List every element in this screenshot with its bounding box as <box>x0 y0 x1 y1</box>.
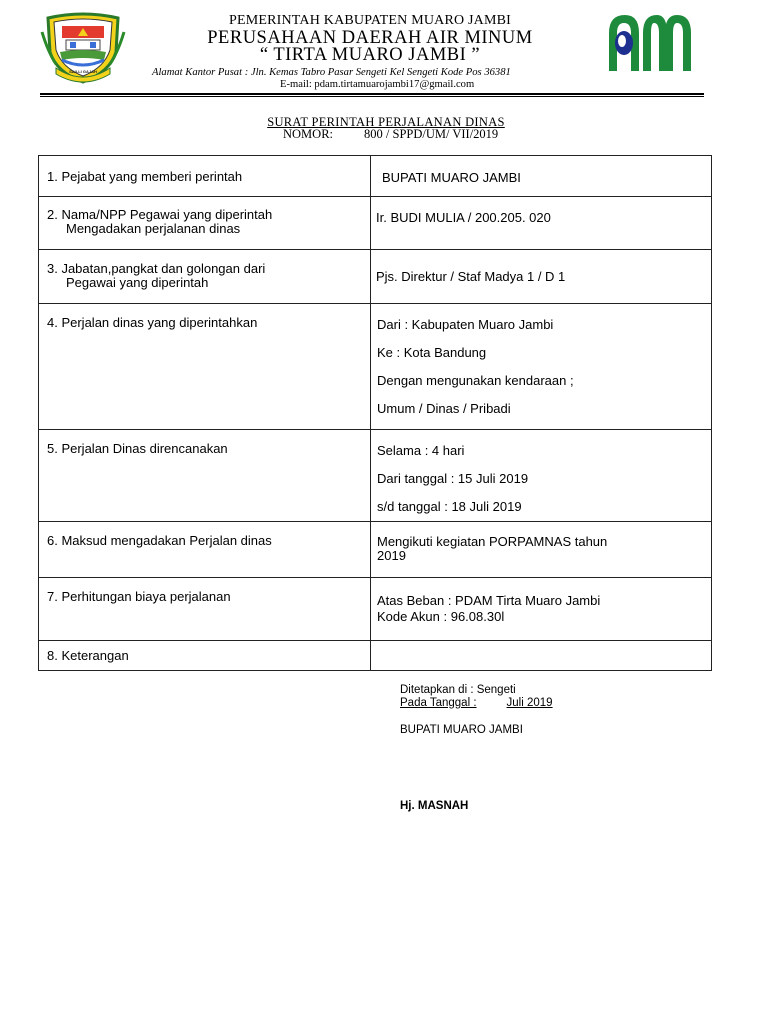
row-5-value-line: Selama : 4 hari <box>377 443 465 458</box>
row-3-label <box>47 262 265 290</box>
letterhead-government: PEMERINTAH KABUPATEN MUARO JAMBI <box>228 13 512 28</box>
row-4-value-line: Dengan mengunakan kendaraan ; <box>377 373 574 388</box>
travel-order-table <box>38 155 712 671</box>
row-1-label <box>47 170 242 184</box>
row-6-label <box>47 534 272 548</box>
row-5-value-line: Dari tanggal : 15 Juli 2019 <box>377 471 529 486</box>
row-7-value-line: Kode Akun : 96.08.30l <box>377 609 505 624</box>
row-4-value-line: Dari : Kabupaten Muaro Jambi <box>377 317 554 332</box>
row-3-label-line: 3. Jabatan,pangkat dan golongan dari <box>47 261 266 276</box>
row-7-label <box>47 590 231 604</box>
signature-place: Ditetapkan di : Sengeti <box>400 684 516 696</box>
row-1-value-line: BUPATI MUARO JAMBI <box>382 170 521 185</box>
crest-motto: SAILLI GAJAH <box>69 69 97 74</box>
letterhead-company: PERUSAHAAN DAERAH AIR MINUM <box>207 28 533 48</box>
document-number-value: 800 / SPPD/UM/ VII/2019 <box>364 127 499 141</box>
row-4-value-line: Ke : Kota Bandung <box>377 345 487 360</box>
document-number <box>283 127 498 142</box>
letterhead-rule-thin <box>40 96 704 97</box>
row-3-value <box>376 270 565 284</box>
row-7-label-line: 7. Perhitungan biaya perjalanan <box>47 589 231 604</box>
row-8-label <box>47 649 129 663</box>
row-3-label-line: Pegawai yang diperintah <box>66 275 209 290</box>
row-5-label <box>47 442 228 456</box>
table-row-divider <box>39 429 711 430</box>
row-6-value-line: 2019 <box>377 548 406 563</box>
row-2-value-line: Ir. BUDI MULIA / 200.205. 020 <box>376 210 551 225</box>
signature-office: BUPATI MUARO JAMBI <box>400 724 523 736</box>
table-row-divider <box>39 303 711 304</box>
row-4-label <box>47 316 257 330</box>
row-4-label-line: 4. Perjalan dinas yang diperintahkan <box>47 315 258 330</box>
letterhead-address: Alamat Kantor Pusat : Jln. Kemas Tabro Pasar Sengeti Kel Sengeti Kode Pos 36381 <box>152 67 511 78</box>
row-7-value-line: Atas Beban : PDAM Tirta Muaro Jambi <box>377 593 601 608</box>
letterhead-company-name: “ TIRTA MUARO JAMBI ” <box>259 45 481 65</box>
document-title: SURAT PERINTAH PERJALANAN DINAS <box>267 115 505 129</box>
document-number-label: NOMOR: <box>283 127 334 141</box>
table-row-divider <box>39 249 711 250</box>
row-5-label-line: 5. Perjalan Dinas direncanakan <box>47 441 228 456</box>
signature-date-label: Pada Tanggal : <box>400 697 477 709</box>
row-1-value <box>382 171 521 185</box>
row-7-value <box>377 594 600 624</box>
row-5-value-line: s/d tanggal : 18 Juli 2019 <box>377 499 522 514</box>
table-row-divider <box>39 640 711 641</box>
row-5-value <box>377 444 528 514</box>
row-2-label <box>47 208 272 236</box>
row-4-value <box>377 318 574 416</box>
row-4-value-line: Umum / Dinas / Pribadi <box>377 401 511 416</box>
row-6-value <box>377 535 607 563</box>
row-1-label-line: 1. Pejabat yang memberi perintah <box>47 169 243 184</box>
row-2-label-line: 2. Nama/NPP Pegawai yang diperintah <box>47 207 273 222</box>
letterhead-email: E-mail: pdam.tirtamuarojambi17@gmail.com <box>280 79 475 90</box>
letterhead-rule-thick <box>40 93 704 95</box>
table-row-divider <box>39 196 711 197</box>
signatory-name: Hj. MASNAH <box>400 800 469 812</box>
signature-date-value: Juli 2019 <box>506 697 553 709</box>
row-2-value <box>376 211 551 225</box>
table-column-divider <box>370 156 371 670</box>
table-row-divider <box>39 521 711 522</box>
row-8-label-line: 8. Keterangan <box>47 648 129 663</box>
row-6-label-line: 6. Maksud mengadakan Perjalan dinas <box>47 533 272 548</box>
table-row-divider <box>39 577 711 578</box>
row-2-label-line: Mengadakan perjalanan dinas <box>66 221 241 236</box>
signature-date <box>400 697 553 709</box>
row-3-value-line: Pjs. Direktur / Staf Madya 1 / D 1 <box>376 269 566 284</box>
row-6-value-line: Mengikuti kegiatan PORPAMNAS tahun <box>377 534 608 549</box>
